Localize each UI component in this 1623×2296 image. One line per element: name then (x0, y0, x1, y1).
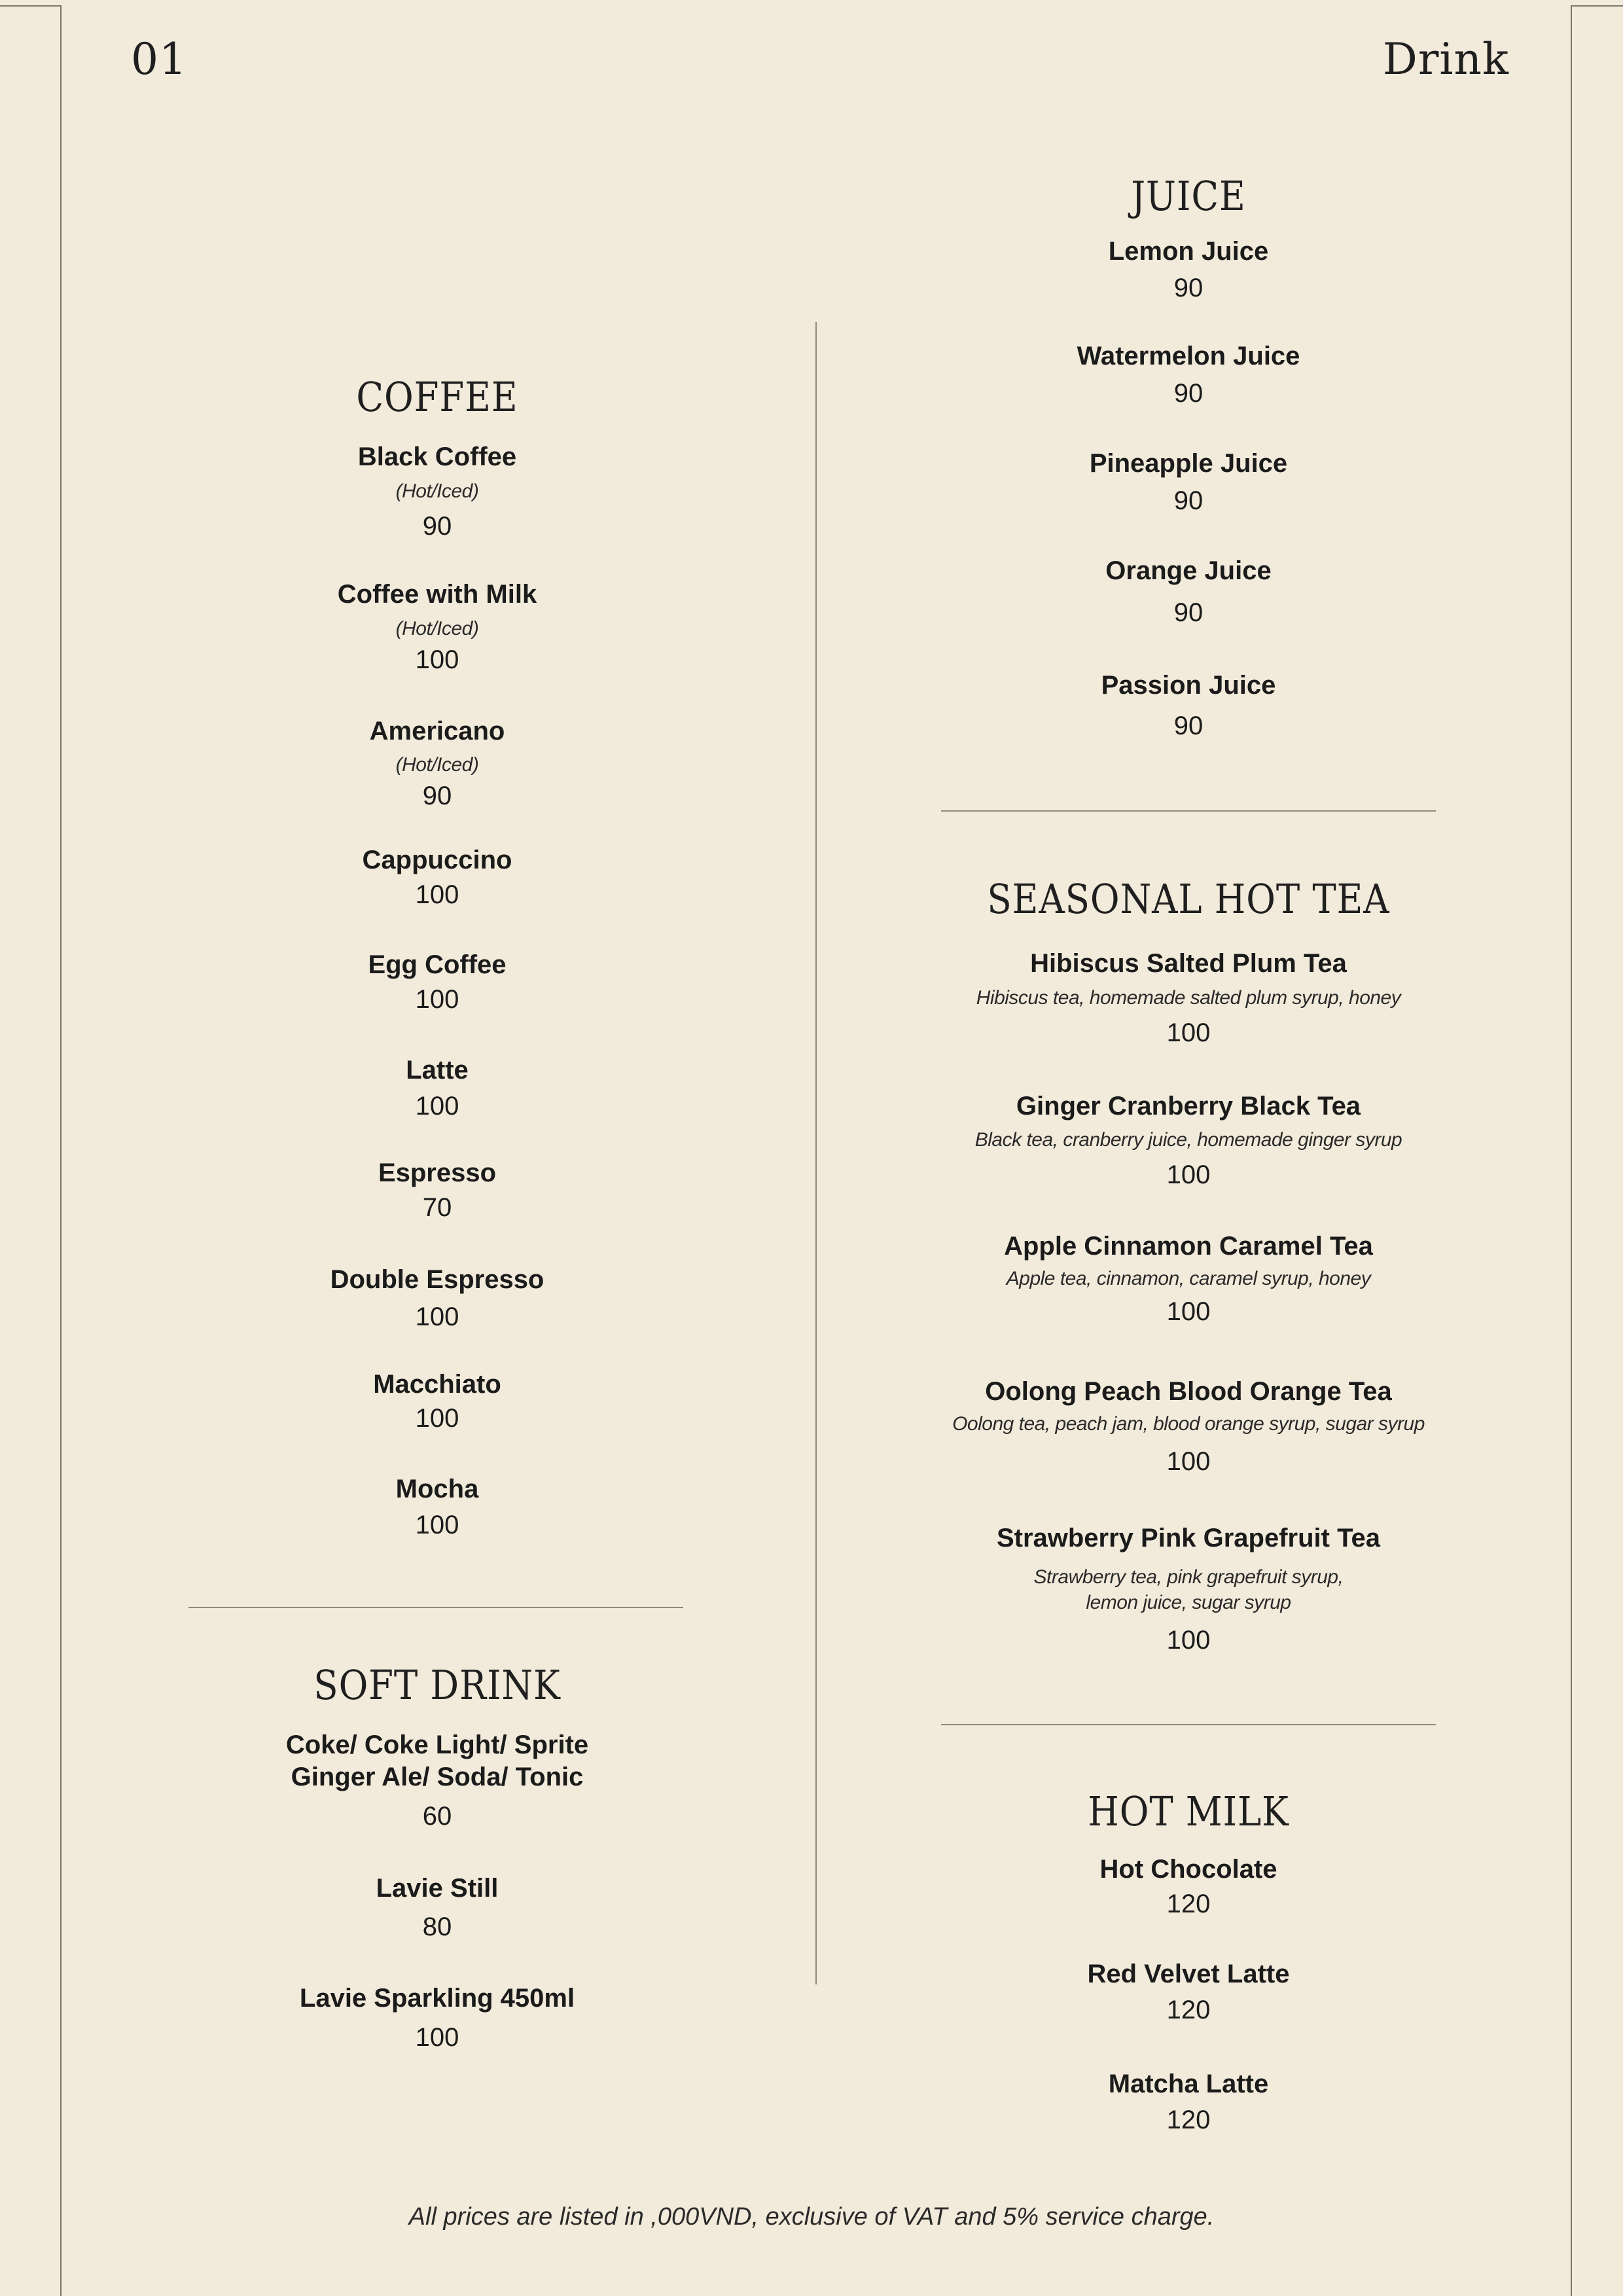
menu-item-price: 100 (415, 1511, 459, 1539)
menu-item-description: Oolong tea, peach jam, blood orange syrup, sugar syrup (952, 1413, 1425, 1435)
menu-item-name: Americano (369, 717, 505, 745)
menu-item-price: 90 (1173, 598, 1204, 627)
menu-item-price: 90 (1173, 274, 1204, 302)
menu-item-price: 100 (1166, 1160, 1211, 1189)
menu-item-price: 80 (422, 1912, 452, 1941)
menu-item-description: lemon juice, sugar syrup (1086, 1592, 1291, 1613)
menu-item-description: Strawberry tea, pink grapefruit syrup, (1033, 1566, 1344, 1588)
menu-item-description: (Hot/Iced) (395, 618, 479, 639)
menu-item-price: 100 (415, 645, 459, 674)
menu-item-description: Apple tea, cinnamon, caramel syrup, honey (1006, 1268, 1371, 1289)
menu-item-name: Orange Juice (1105, 556, 1272, 585)
menu-item-price: 90 (1173, 711, 1204, 740)
menu-item-name: Lavie Sparkling 450ml (299, 1984, 575, 2013)
frame-line (0, 5, 60, 7)
section-title: HOT MILK (1088, 1787, 1289, 1835)
menu-item-name: Lavie Still (376, 1874, 499, 1903)
page-title: Drink (1382, 34, 1509, 84)
menu-item-name: Espresso (378, 1158, 497, 1187)
menu-item-price: 70 (422, 1193, 452, 1222)
menu-item-description: (Hot/Iced) (395, 480, 479, 502)
menu-item-description: Black tea, cranberry juice, homemade ginger syrup (974, 1129, 1402, 1151)
menu-item-name: Macchiato (373, 1370, 501, 1399)
section-title: SEASONAL HOT TEA (987, 875, 1390, 923)
menu-item-name: Coffee with Milk (337, 580, 537, 609)
menu-item-name: Latte (406, 1056, 469, 1085)
menu-item-name: Matcha Latte (1108, 2070, 1269, 2098)
menu-item-name: Lemon Juice (1108, 237, 1269, 266)
section-title: SOFT DRINK (313, 1661, 561, 1709)
menu-item-price: 120 (1166, 1996, 1211, 2024)
frame-line (1571, 5, 1572, 2296)
menu-item-name: Watermelon Juice (1077, 342, 1300, 370)
menu-item-price: 120 (1166, 2106, 1211, 2134)
soft-drink-section (175, 0, 699, 2094)
menu-item-name: Hot Chocolate (1099, 1855, 1277, 1884)
menu-item-price: 90 (422, 512, 452, 541)
menu-item-name: Oolong Peach Blood Orange Tea (985, 1377, 1392, 1406)
hot-milk-section (920, 0, 1457, 2160)
menu-item-price: 90 (1173, 379, 1204, 408)
menu-item-price: 60 (422, 1802, 452, 1831)
page-number: 01 (131, 34, 187, 84)
menu-item-name: Egg Coffee (368, 950, 507, 979)
menu-item-price: 100 (1166, 1447, 1211, 1476)
menu-item-price: 120 (1166, 1890, 1211, 1918)
menu-item-name: Coke/ Coke Light/ Sprite (285, 1731, 589, 1759)
section-title: COFFEE (356, 373, 518, 421)
menu-item-name: Ginger Cranberry Black Tea (1016, 1092, 1361, 1121)
frame-line (1571, 5, 1623, 7)
menu-item-price: 100 (1166, 1297, 1211, 1326)
menu-item-price: 100 (415, 1404, 459, 1433)
menu-item-name: Apple Cinnamon Caramel Tea (1004, 1232, 1373, 1261)
menu-item-price: 90 (422, 781, 452, 810)
menu-item-price: 100 (1166, 1626, 1211, 1655)
menu-item-name: Double Espresso (330, 1265, 544, 1294)
menu-item-price: 90 (1173, 486, 1204, 515)
menu-item-price: 100 (415, 985, 459, 1014)
menu-item-name: Red Velvet Latte (1087, 1960, 1290, 1988)
menu-item-name: Black Coffee (357, 442, 517, 471)
menu-item-name: Cappuccino (362, 846, 512, 874)
menu-item-name: Hibiscus Salted Plum Tea (1030, 949, 1347, 978)
menu-item-name: Pineapple Juice (1089, 449, 1288, 478)
menu-item-name: Ginger Ale/ Soda/ Tonic (291, 1763, 584, 1791)
section-title: JUICE (1131, 172, 1246, 220)
menu-item-name: Strawberry Pink Grapefruit Tea (996, 1524, 1381, 1552)
menu-item-price: 100 (415, 1092, 459, 1121)
frame-line (60, 5, 62, 2296)
menu-item-description: Hibiscus tea, homemade salted plum syrup, honey (976, 987, 1401, 1009)
price-footnote: All prices are listed in ,000VND, exclusive of VAT and 5% service charge. (408, 2203, 1215, 2231)
menu-item-price: 100 (415, 880, 459, 909)
menu-item-name: Passion Juice (1101, 671, 1276, 700)
menu-item-price: 100 (1166, 1018, 1211, 1047)
menu-item-name: Mocha (395, 1475, 479, 1503)
menu-item-price: 100 (415, 2023, 459, 2052)
menu-item-description: (Hot/Iced) (395, 754, 479, 776)
column-divider (815, 322, 817, 1984)
menu-item-price: 100 (415, 1302, 459, 1331)
